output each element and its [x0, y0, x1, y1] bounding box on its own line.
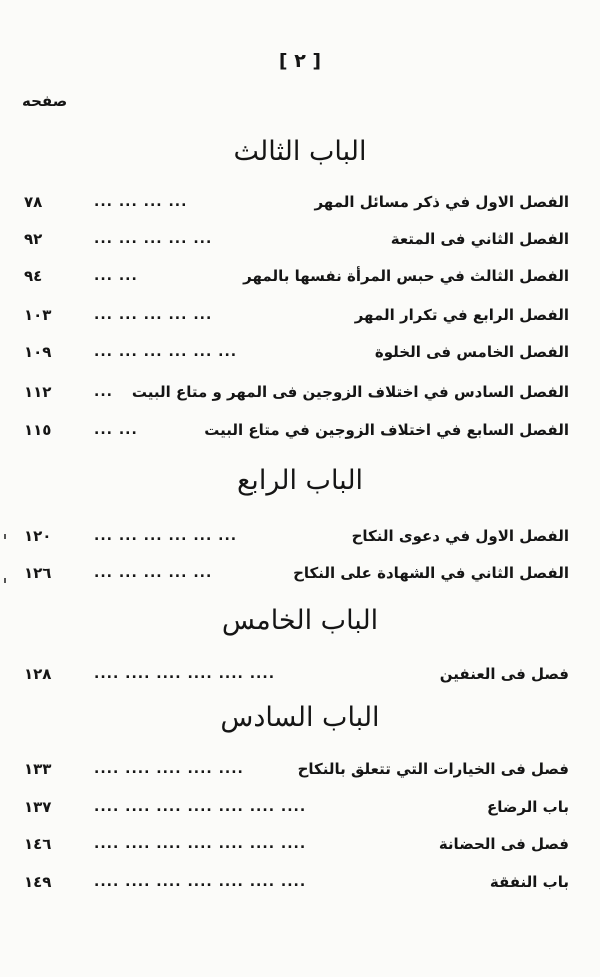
toc-entry	[24, 832, 569, 856]
toc-entry	[24, 227, 569, 251]
toc-entry-leader: ... ... ... ... ...	[94, 307, 213, 323]
chapter-heading: الباب الرابع	[236, 465, 364, 496]
toc-entry-title: الفصل السابع في اختلاف الزوجين في متاع البيت	[204, 421, 569, 439]
toc-entry-leader: ... ...	[94, 268, 138, 284]
toc-entry-page: ١٢٦	[24, 564, 52, 582]
toc-entry-page: ١٢٠	[24, 527, 52, 545]
page-number: [ ٢ ]	[278, 50, 322, 72]
toc-entry	[24, 524, 569, 548]
toc-entry-title: الفصل الثاني في الشهادة على النكاح	[293, 564, 569, 582]
toc-entry-page: ١٣٧	[24, 798, 52, 816]
toc-entry	[24, 340, 569, 364]
chapter-heading: الباب الخامس	[221, 605, 379, 636]
toc-entry-leader: .... .... .... .... ....	[94, 761, 244, 777]
toc-entry-leader: .... .... .... .... .... ....	[94, 666, 276, 682]
toc-entry-page: ١٤٩	[24, 873, 52, 891]
toc-entry-title: فصل فى الحضانة	[438, 835, 569, 853]
toc-entry-page: ١٠٩	[24, 343, 52, 361]
toc-entry-leader: ... ... ... ... ... ...	[94, 344, 238, 360]
toc-entry-title: الفصل الثالث في حبس المرأة نفسها بالمهر	[243, 267, 569, 285]
chapter-heading: الباب السادس	[220, 702, 380, 733]
print-speck	[4, 578, 6, 583]
toc-entry-page: ١٤٦	[24, 835, 52, 853]
toc-entry-leader: ...	[94, 384, 113, 400]
toc-entry	[24, 662, 569, 686]
toc-entry-page: ٩٤	[24, 267, 43, 285]
toc-entry-title: الفصل الاول في ذكر مسائل المهر	[314, 193, 569, 211]
toc-entry-page: ١١٢	[24, 383, 52, 401]
toc-entry-title: باب النفقة	[489, 873, 569, 891]
toc-entry-title: باب الرضاع	[486, 798, 569, 816]
page-column-label: صفحه	[22, 92, 68, 110]
toc-entry	[24, 264, 569, 288]
toc-entry-page: ١٠٣	[24, 306, 52, 324]
toc-entry-page: ٩٢	[24, 230, 43, 248]
toc-entry	[24, 561, 569, 585]
toc-entry	[24, 380, 569, 404]
toc-entry-page: ١٢٨	[24, 665, 52, 683]
toc-entry-leader: ... ...	[94, 422, 138, 438]
toc-entry	[24, 190, 569, 214]
toc-entry-page: ١٣٣	[24, 760, 52, 778]
toc-entry-leader: ... ... ... ...	[94, 194, 188, 210]
toc-entry	[24, 795, 569, 819]
toc-entry-leader: .... .... .... .... .... .... ....	[94, 836, 307, 852]
chapter-heading: الباب الثالث	[233, 136, 367, 167]
toc-entry	[24, 303, 569, 327]
toc-entry-page: ٧٨	[24, 193, 43, 211]
toc-entry-leader: ... ... ... ... ...	[94, 565, 213, 581]
toc-entry-title: الفصل الرابع في تكرار المهر	[354, 306, 569, 324]
toc-entry-title: الفصل الاول في دعوى النكاح	[351, 527, 569, 545]
toc-entry-title: الفصل الخامس فى الخلوة	[374, 343, 569, 361]
toc-entry-leader: ... ... ... ... ...	[94, 231, 213, 247]
toc-entry-leader: .... .... .... .... .... .... ....	[94, 799, 307, 815]
toc-entry-title: فصل فى العنفين	[439, 665, 569, 683]
toc-entry-title: الفصل الثاني فى المتعة	[390, 230, 569, 248]
toc-entry-leader: ... ... ... ... ... ...	[94, 528, 238, 544]
toc-entry-leader: .... .... .... .... .... .... ....	[94, 874, 307, 890]
toc-entry-page: ١١٥	[24, 421, 52, 439]
toc-entry	[24, 870, 569, 894]
toc-entry	[24, 757, 569, 781]
toc-entry-title: الفصل السادس في اختلاف الزوجين فى المهر و متاع البيت	[131, 383, 569, 401]
toc-entry-title: فصل فى الخيارات التي تتعلق بالنكاح	[297, 760, 569, 778]
toc-entry	[24, 418, 569, 442]
print-speck	[4, 534, 6, 539]
